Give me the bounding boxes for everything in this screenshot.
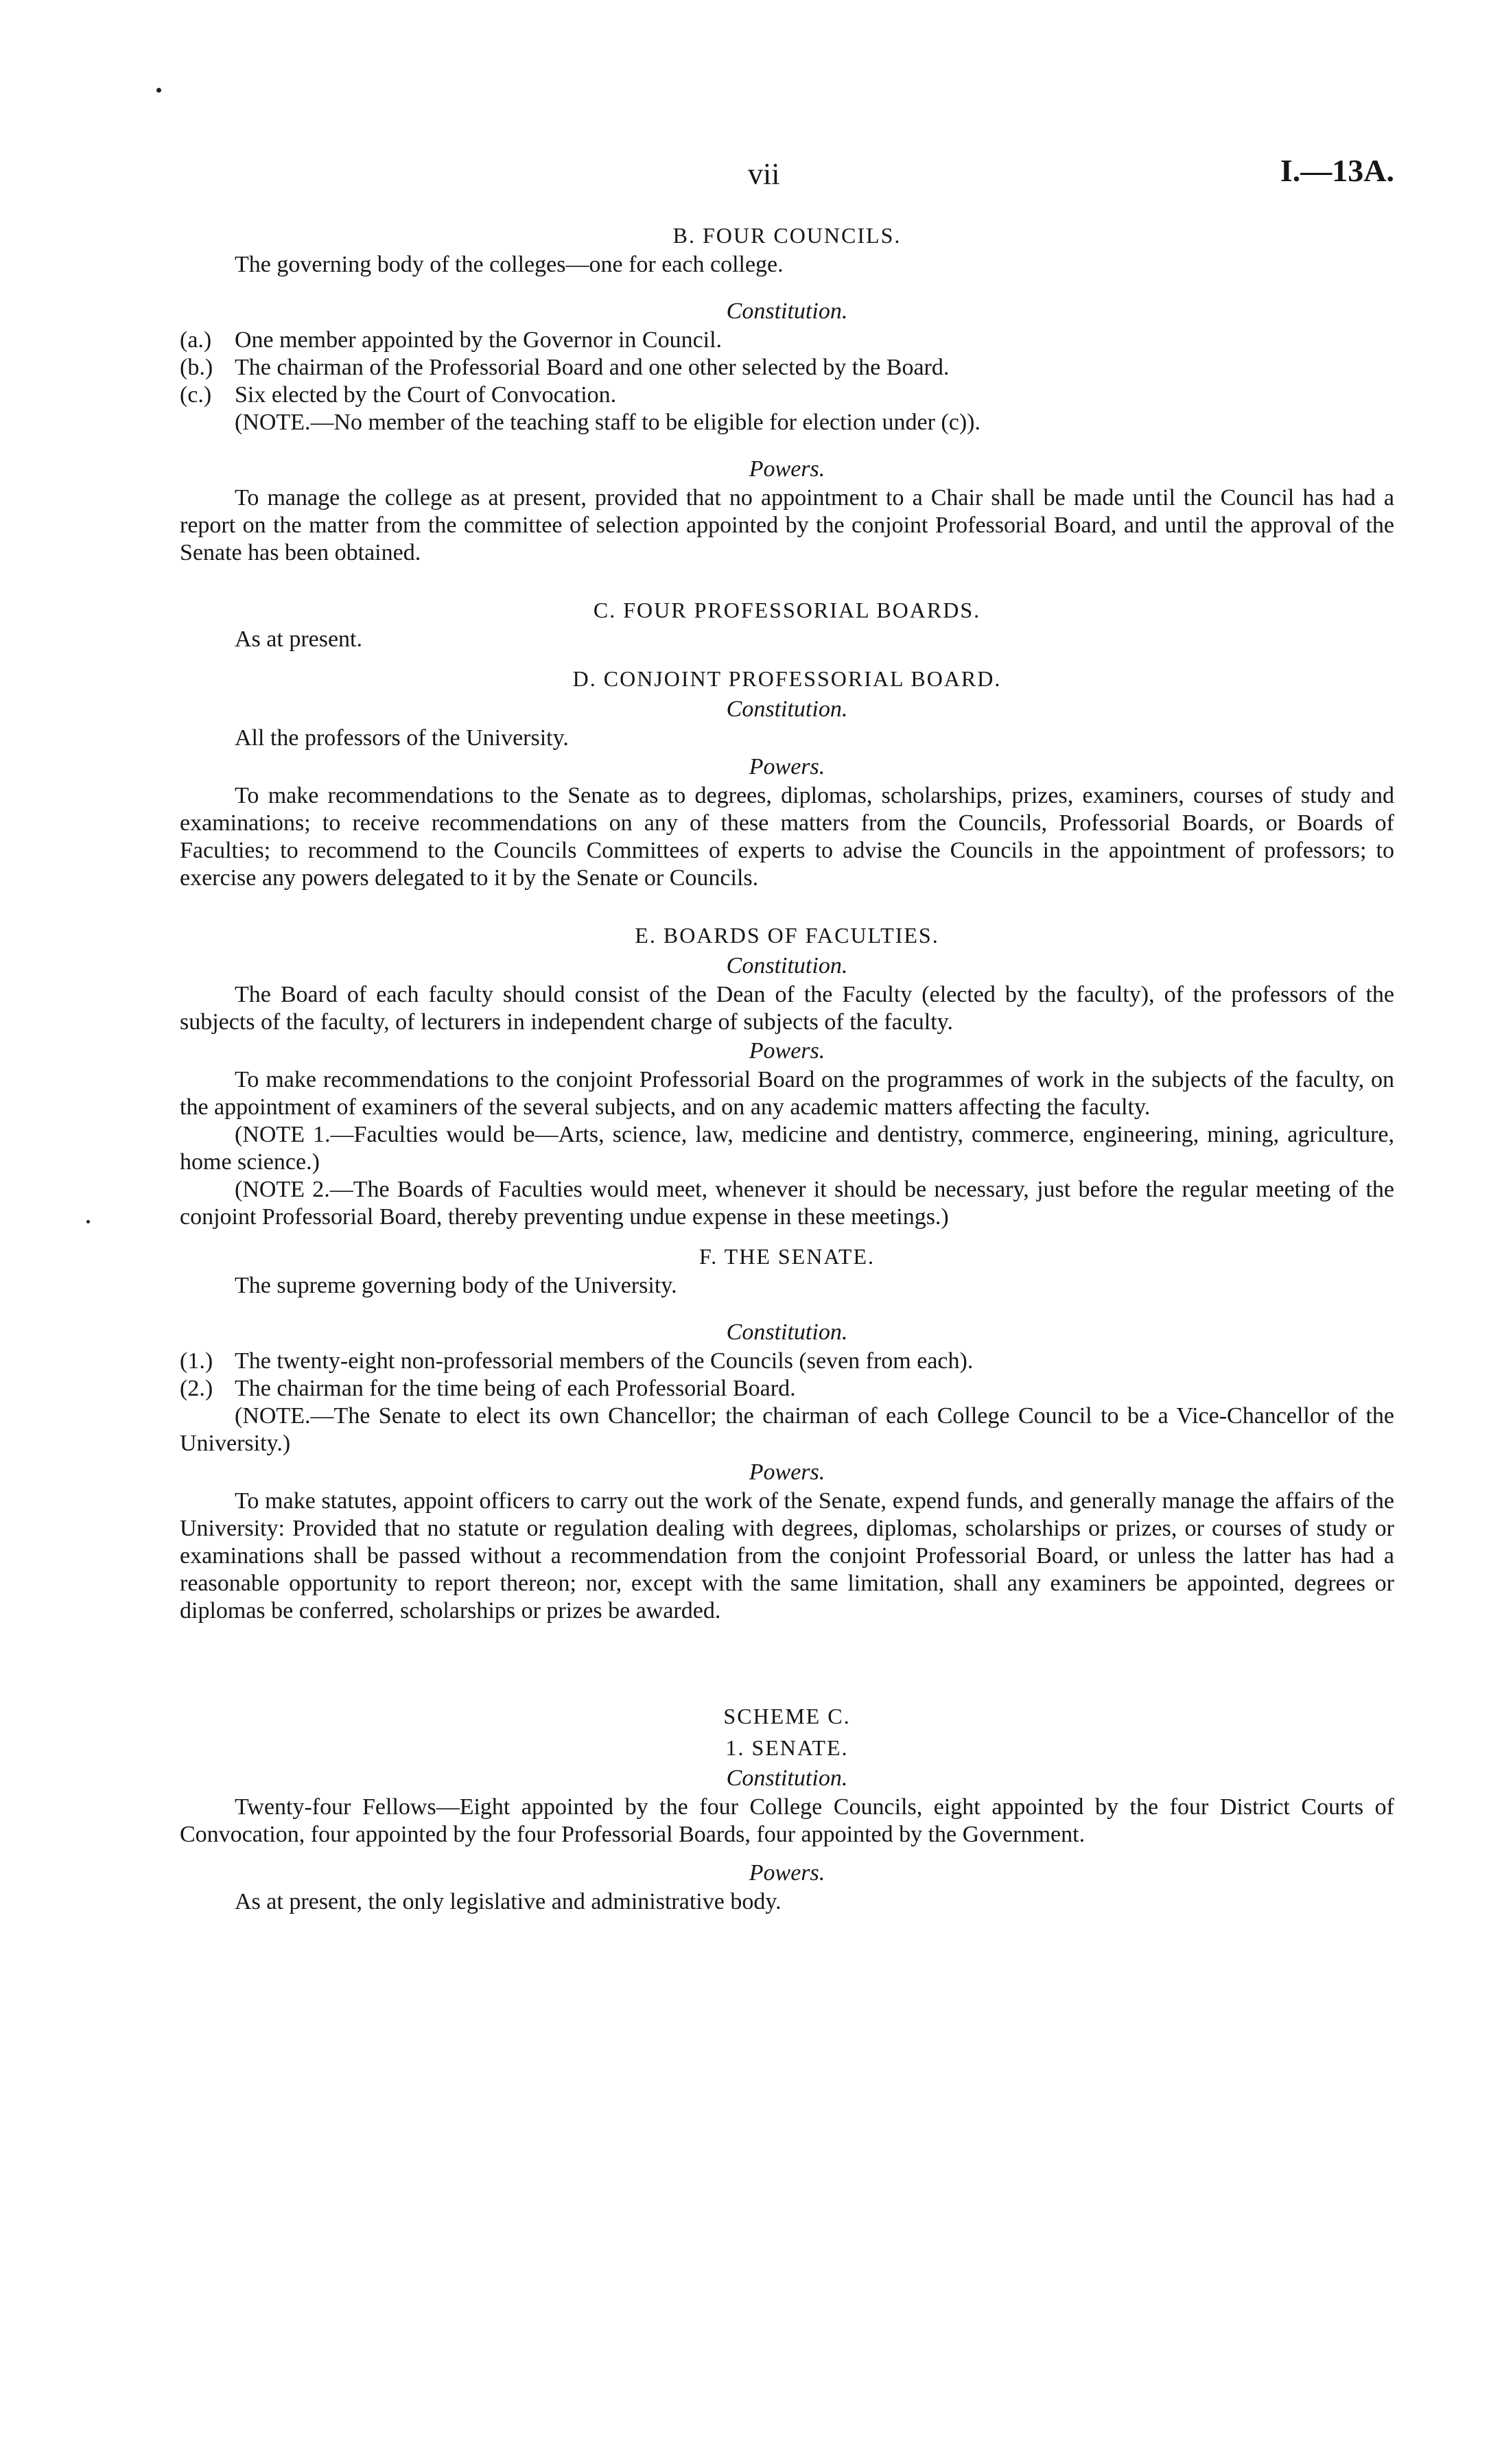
section-f-intro: The supreme governing body of the University. xyxy=(235,1273,677,1298)
scheme-c-powers-heading: Powers. xyxy=(749,1860,825,1886)
scheme-c-constitution-heading: Constitution. xyxy=(726,1765,848,1791)
section-b-heading: B. FOUR COUNCILS. xyxy=(672,223,902,248)
list-item: (c.) Six elected by the Court of Convocation. xyxy=(180,382,617,408)
section-e-constitution-text: The Board of each faculty should consist of the Dean of the Faculty (elected by the faculty), of the professors of the subjects of the faculty, of lecturers in independent charge of subjects of the faculty. xyxy=(180,982,1394,1035)
list-item: (b.) The chairman of the Professorial Board and one other selected by the Board. xyxy=(180,355,950,380)
section-e-powers-heading: Powers. xyxy=(749,1038,825,1064)
scan-speck xyxy=(86,1220,90,1223)
scheme-c-constitution-text: Twenty-four Fellows—Eight appointed by the four College Councils, eight appointed by the four District Courts of Convocation, four appointed by the four Professorial Boards, four appointed by the Government. xyxy=(180,1794,1394,1847)
list-item: (1.) The twenty-eight non-professorial members of the Councils (seven from each). xyxy=(180,1348,974,1374)
section-f-constitution-heading: Constitution. xyxy=(726,1319,848,1345)
section-f-note: (NOTE.—The Senate to elect its own Chancellor; the chairman of each College Council to be a Vice-Chancellor of the University.) xyxy=(180,1403,1394,1456)
document-reference: I.—13A. xyxy=(1280,153,1394,188)
section-d-constitution-text: All the professors of the University. xyxy=(235,725,569,751)
section-e-note-1: (NOTE 1.—Faculties would be—Arts, science, law, medicine and dentistry, commerce, engineering, mining, agriculture, home science.) xyxy=(180,1122,1394,1175)
section-b-powers-text: To manage the college as at present, provided that no appointment to a Chair shall be made until the Council has had a report on the matter from the committee of selection appointed by the conjoint Professorial Board, and until the approval of the Senate has been obtained. xyxy=(180,485,1394,565)
section-b-constitution-heading: Constitution. xyxy=(726,298,848,324)
scheme-c-senate-heading: 1. SENATE. xyxy=(725,1735,849,1760)
section-f-heading: F. THE SENATE. xyxy=(699,1244,875,1269)
section-b-note: (NOTE.—No member of the teaching staff to be eligible for election under (c)). xyxy=(235,410,981,435)
section-f-powers-text: To make statutes, appoint officers to carry out the work of the Senate, expend funds, and generally manage the affairs of the University: Provided that no statute or regulation dealing with degrees, diplomas, scholarships or prizes, or courses of study or examinations shall be passed without a recommendation from the conjoint Professorial Board, or unless the latter has had a reasonable opportunity to report thereon; nor, except with the same limitation, shall any examiners be appointed, degrees or diplomas be conferred, scholarships or prizes be awarded. xyxy=(180,1488,1394,1623)
section-d-constitution-heading: Constitution. xyxy=(726,696,848,722)
page-number: vii xyxy=(748,157,780,191)
section-e-powers-text: To make recommendations to the conjoint Professorial Board on the programmes of work in the subjects of the faculty, on the appointment of examiners of the several subjects, and on any academic matters affecting the faculty. xyxy=(180,1067,1394,1120)
section-f-powers-heading: Powers. xyxy=(749,1459,825,1485)
section-c-text: As at present. xyxy=(235,626,363,652)
section-e-constitution-heading: Constitution. xyxy=(726,953,848,978)
list-item: (2.) The chairman for the time being of each Professorial Board. xyxy=(180,1376,796,1401)
section-e-heading: E. BOARDS OF FACULTIES. xyxy=(635,923,939,948)
scheme-c-powers-text: As at present, the only legislative and administrative body. xyxy=(235,1889,782,1914)
list-item: (a.) One member appointed by the Governor in Council. xyxy=(180,327,723,353)
section-d-heading: D. CONJOINT PROFESSORIAL BOARD. xyxy=(572,666,1002,691)
scheme-c-heading: SCHEME C. xyxy=(723,1704,851,1728)
section-b-intro: The governing body of the colleges—one for each college. xyxy=(235,252,784,277)
scan-speck xyxy=(156,88,161,93)
section-d-powers-heading: Powers. xyxy=(749,754,825,779)
section-b-powers-heading: Powers. xyxy=(749,456,825,482)
section-d-powers-text: To make recommendations to the Senate as to degrees, diplomas, scholarships, prizes, examiners, courses of study and examinations; to receive recommendations on any of these matters from the Councils, Professorial Boards, or Boards of Faculties; to recommend to the Councils Committees of experts to advise the Councils in the appointment of professors; to exercise any powers delegated to it by the Senate or Councils. xyxy=(180,783,1394,891)
section-c-heading: C. FOUR PROFESSORIAL BOARDS. xyxy=(593,598,981,622)
page-body xyxy=(180,220,1394,1916)
section-e-note-2: (NOTE 2.—The Boards of Faculties would meet, whenever it should be necessary, just before the regular meeting of the conjoint Professorial Board, thereby preventing undue expense in these meetings.) xyxy=(180,1177,1394,1230)
